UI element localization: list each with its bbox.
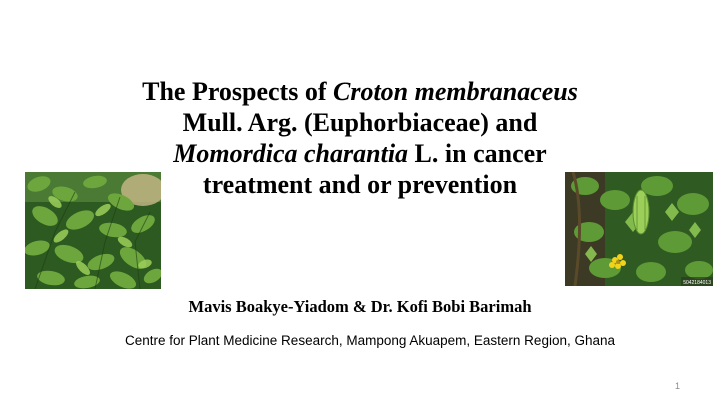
title-part-6: treatment and or prevention	[202, 170, 518, 199]
page-number: 1	[674, 381, 680, 391]
affiliation: Centre for Plant Medicine Research, Mampong Akuapem, Eastern Region, Ghana	[124, 333, 615, 348]
slide-title	[80, 76, 640, 200]
title-species-croton: Croton membranaceus	[333, 77, 578, 106]
authors: Mavis Boakye-Yiadom & Dr. Kofi Bobi Barimah	[188, 297, 532, 316]
photo-watermark: 5042184013	[683, 280, 711, 286]
title-species-momordica: Momordica charantia	[173, 139, 409, 168]
title-part-5: L. in cancer	[408, 139, 547, 168]
title-part-1: The Prospects of	[142, 77, 333, 106]
title-part-3: Mull. Arg. (Euphorbiaceae) and	[182, 108, 538, 137]
